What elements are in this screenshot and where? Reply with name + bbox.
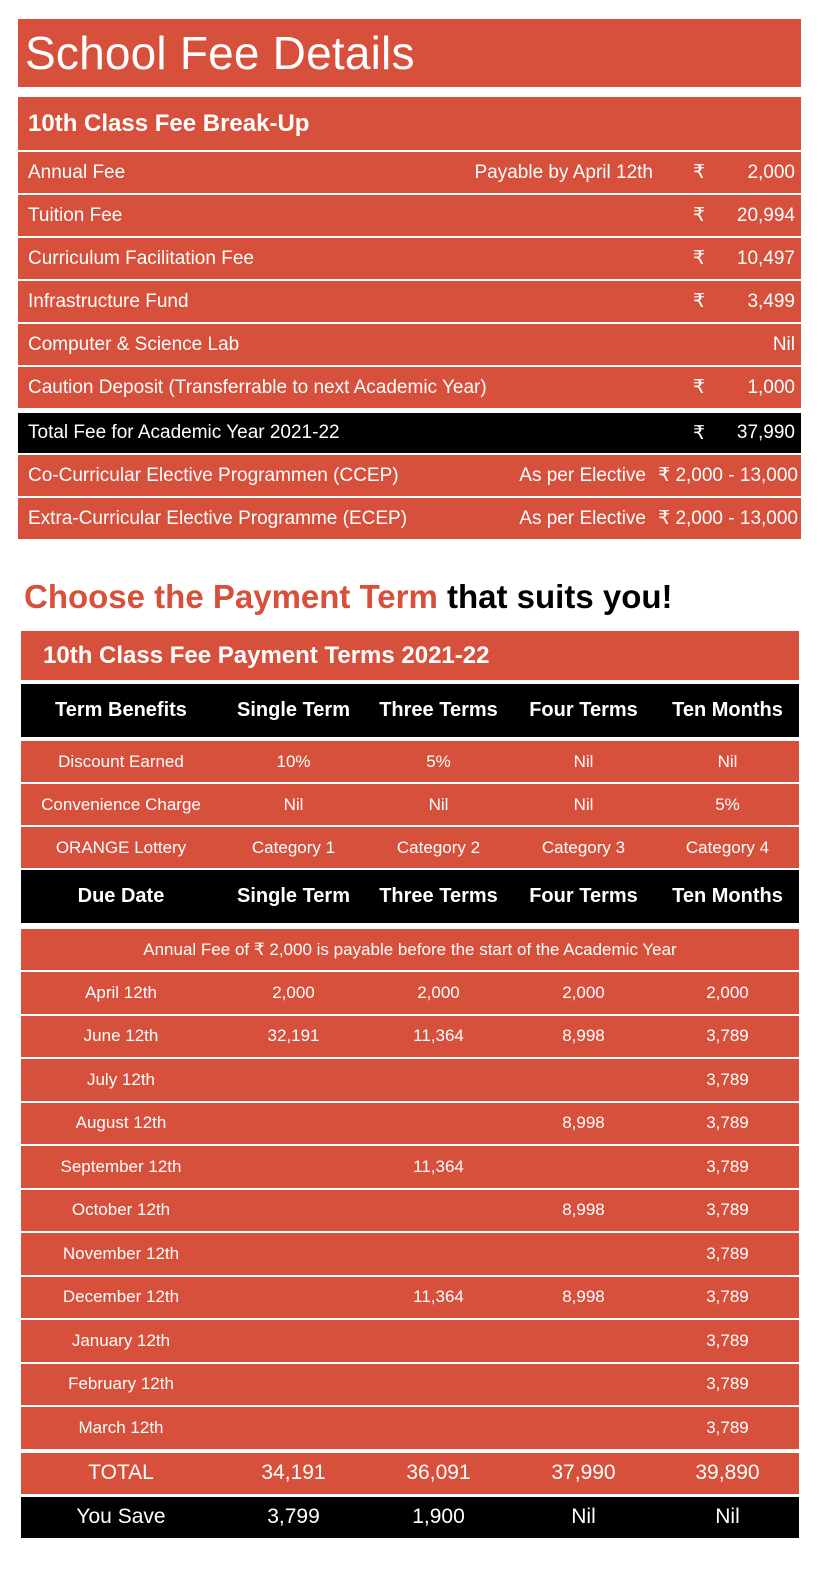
terms-total-row	[21, 1453, 799, 1497]
payment-terms-heading	[21, 631, 799, 684]
schedule-label: April 12th	[85, 982, 157, 1002]
benefit-cell: Nil	[717, 751, 738, 771]
due-date-header-row	[21, 870, 799, 927]
schedule-cell: 11,364	[413, 1287, 464, 1307]
benefits-header-cell: Ten Months	[672, 699, 783, 721]
fee-item-currency: ₹	[692, 162, 706, 183]
annual-fee-note	[21, 927, 799, 972]
benefits-header-cell: Three Terms	[379, 699, 498, 721]
elective-fee-range: ₹ 2,000 - 13,000	[658, 508, 798, 529]
schedule-cell: 2,000	[272, 982, 315, 1002]
payment-term-tagline	[24, 578, 673, 616]
fee-item-currency: ₹	[692, 377, 706, 398]
schedule-cell: 3,789	[706, 1156, 749, 1176]
schedule-cell: 3,789	[706, 1200, 749, 1220]
fee-item-row	[18, 195, 801, 238]
schedule-cell: 3,789	[706, 1026, 749, 1046]
terms-total-cell: 39,890	[695, 1461, 760, 1484]
due-date-header-cell: Three Terms	[379, 885, 498, 907]
schedule-label: October 12th	[71, 1200, 171, 1220]
elective-label: Extra-Curricular Elective Programme (ECEP)	[28, 507, 408, 529]
schedule-row	[21, 1277, 799, 1321]
benefit-label: ORANGE Lottery	[55, 837, 187, 857]
schedule-cell: 2,000	[706, 982, 749, 1002]
terms-savings-cell: Nil	[571, 1505, 596, 1528]
benefit-label: Convenience Charge	[41, 794, 201, 814]
page-title: School Fee Details	[25, 27, 415, 79]
elective-label: Co-Curricular Elective Programmen (CCEP)	[28, 464, 399, 486]
fee-item-row	[18, 238, 801, 281]
annual-fee-note-text: Annual Fee of ₹ 2,000 is payable before the start of the Academic Year	[143, 939, 677, 959]
payment-terms-title: 10th Class Fee Payment Terms 2021-22	[43, 641, 490, 669]
schedule-cell: 3,789	[706, 1113, 749, 1133]
schedule-label: January 12th	[71, 1330, 171, 1350]
schedule-cell: 8,998	[562, 1113, 605, 1133]
schedule-row	[21, 1146, 799, 1190]
schedule-cell: 3,789	[706, 1287, 749, 1307]
fee-item-row	[18, 367, 801, 410]
fee-item-currency: ₹	[692, 291, 706, 312]
elective-note: As per Elective	[519, 507, 646, 529]
elective-row	[18, 498, 801, 541]
fee-item-amount: Nil	[772, 333, 795, 355]
terms-savings-cell: 1,900	[412, 1505, 465, 1528]
payment-terms-table	[21, 631, 799, 1538]
fee-total-amount: 37,990	[736, 422, 795, 443]
page-title-bar	[18, 19, 801, 87]
fee-item-row	[18, 281, 801, 324]
fee-breakup-title: 10th Class Fee Break-Up	[28, 109, 310, 137]
terms-total-cell: 36,091	[406, 1461, 471, 1484]
benefit-cell: Category 2	[396, 837, 481, 857]
terms-total-cell: 37,990	[551, 1461, 616, 1484]
fee-item-amount: 1,000	[747, 376, 795, 398]
schedule-body	[21, 972, 799, 1451]
benefits-body	[21, 741, 799, 870]
schedule-row	[21, 1320, 799, 1364]
schedule-row	[21, 1233, 799, 1277]
fee-item-currency: ₹	[692, 248, 706, 269]
benefit-cell: Category 1	[251, 837, 336, 857]
due-date-header-label: Due Date	[77, 885, 165, 907]
fee-breakup-heading	[18, 97, 801, 152]
due-date-header-cell: Single Term	[237, 885, 350, 907]
schedule-label: November 12th	[62, 1243, 180, 1263]
schedule-cell: 32,191	[267, 1026, 320, 1046]
fee-total-currency: ₹	[692, 422, 706, 444]
fee-item-note: Payable by April 12th	[474, 161, 653, 183]
fee-item-label: Tuition Fee	[28, 204, 123, 226]
fee-item-amount: 10,497	[736, 247, 795, 269]
schedule-cell: 3,789	[706, 1417, 749, 1437]
terms-total-cell: 34,191	[261, 1461, 326, 1484]
schedule-row	[21, 1407, 799, 1451]
due-date-header-cell: Ten Months	[672, 885, 783, 907]
terms-total-label: TOTAL	[88, 1461, 154, 1484]
fee-item-row	[18, 324, 801, 367]
elective-note: As per Elective	[519, 464, 646, 486]
fee-total-row	[18, 413, 801, 455]
schedule-label: September 12th	[60, 1156, 182, 1176]
schedule-label: July 12th	[86, 1069, 156, 1089]
schedule-row	[21, 1364, 799, 1408]
benefit-cell: Nil	[573, 794, 594, 814]
benefits-header-cell: Four Terms	[529, 699, 638, 721]
benefits-header-label: Term Benefits	[55, 699, 187, 721]
schedule-label: June 12th	[83, 1026, 159, 1046]
tagline-accent: Choose the Payment Term	[24, 578, 438, 615]
benefit-row	[21, 827, 799, 870]
schedule-label: August 12th	[75, 1113, 167, 1133]
benefit-cell: 10%	[276, 751, 311, 771]
schedule-cell: 8,998	[562, 1026, 605, 1046]
elective-fee-range: ₹ 2,000 - 13,000	[658, 465, 798, 486]
schedule-row	[21, 1190, 799, 1234]
schedule-label: March 12th	[78, 1417, 164, 1437]
schedule-cell: 2,000	[417, 982, 460, 1002]
fee-item-label: Infrastructure Fund	[28, 290, 189, 312]
fee-breakup-table	[18, 97, 801, 541]
schedule-row	[21, 972, 799, 1016]
schedule-row	[21, 1059, 799, 1103]
schedule-row	[21, 1016, 799, 1060]
schedule-cell: 11,364	[413, 1156, 464, 1176]
terms-savings-cell: Nil	[715, 1505, 740, 1528]
benefit-cell: 5%	[715, 794, 740, 814]
fee-item-label: Computer & Science Lab	[28, 333, 240, 355]
schedule-cell: 8,998	[562, 1200, 605, 1220]
due-date-header-cell: Four Terms	[529, 885, 638, 907]
schedule-cell: 3,789	[706, 1374, 749, 1394]
benefit-label: Discount Earned	[58, 751, 184, 771]
benefits-header-cell: Single Term	[237, 699, 350, 721]
terms-savings-cell: 3,799	[267, 1505, 320, 1528]
benefit-cell: Nil	[428, 794, 449, 814]
schedule-cell: 3,789	[706, 1069, 749, 1089]
schedule-cell: 3,789	[706, 1330, 749, 1350]
fee-item-amount: 3,499	[747, 290, 795, 312]
tagline-rest: that suits you!	[437, 578, 673, 615]
fee-item-amount: 20,994	[736, 204, 795, 226]
fee-item-label: Curriculum Facilitation Fee	[28, 247, 254, 269]
schedule-label: December 12th	[62, 1287, 180, 1307]
fee-item-currency: ₹	[692, 205, 706, 226]
terms-savings-row	[21, 1497, 799, 1538]
benefit-cell: Nil	[283, 794, 304, 814]
elective-row	[18, 455, 801, 498]
fee-item-label: Caution Deposit (Transferrable to next Academic Year)	[28, 376, 487, 398]
elective-list	[18, 455, 801, 541]
benefit-cell: Category 4	[685, 837, 770, 857]
schedule-cell: 11,364	[413, 1026, 464, 1046]
fee-total-label: Total Fee for Academic Year 2021-22	[28, 422, 340, 443]
benefit-row	[21, 741, 799, 784]
benefits-header-row	[21, 684, 799, 741]
benefit-cell: 5%	[426, 751, 451, 771]
schedule-cell: 2,000	[562, 982, 605, 1002]
fee-item-label: Annual Fee	[28, 161, 126, 183]
schedule-label: February 12th	[68, 1374, 174, 1394]
fee-item-list	[18, 152, 801, 410]
benefit-cell: Category 3	[541, 837, 626, 857]
schedule-cell: 8,998	[562, 1287, 605, 1307]
terms-savings-label: You Save	[76, 1505, 166, 1528]
schedule-cell: 3,789	[706, 1243, 749, 1263]
benefit-cell: Nil	[573, 751, 594, 771]
fee-item-amount: 2,000	[747, 161, 795, 183]
schedule-row	[21, 1103, 799, 1147]
fee-item-row	[18, 152, 801, 195]
benefit-row	[21, 784, 799, 827]
